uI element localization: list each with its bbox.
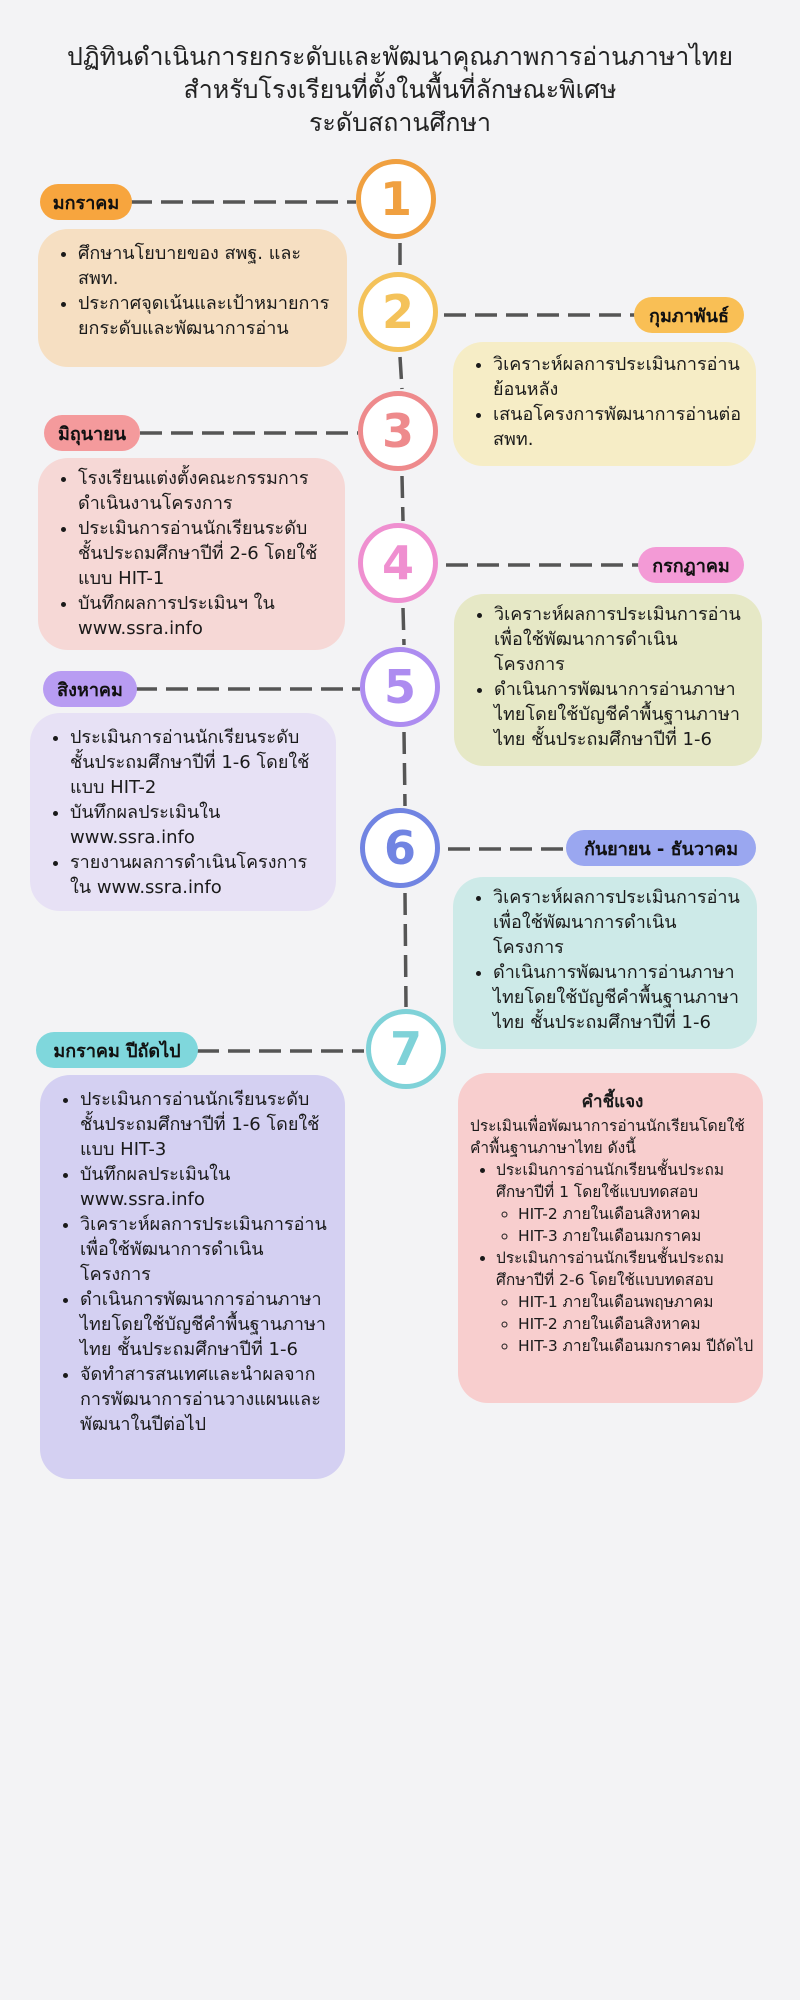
step-3-item-1: • โรงเรียนแต่งตั้งคณะกรรมการดำเนินงานโครงการ (78, 466, 331, 516)
title-line-3: ระดับสถานศึกษา (308, 108, 491, 137)
step-7-item-4: • ดำเนินการพัฒนาการอ่านภาษาไทยโดยใช้บัญชีคำพื้นฐานภาษาไทย ชั้นประถมศึกษาปีที่ 1-6 (80, 1287, 331, 1362)
step-1-item-2: • ประกาศจุดเน้นและเป้าหมายการยกระดับและพัฒนาการอ่าน (78, 291, 333, 341)
explanation-grade1-text: ประเมินการอ่านนักเรียนชั้นประถมศึกษาปีที่ 1 โดยใช้แบบทดสอบ (496, 1161, 725, 1201)
step-4-box (454, 594, 762, 766)
explanation-box (458, 1073, 763, 1403)
explanation-grade2-6-item-3: ◦ HIT-3 ภายในเดือนมกราคม ปีถัดไป (518, 1335, 755, 1357)
month-pill-6: กันยายน - ธันวาคม (566, 830, 756, 866)
step-6-number: 6 (383, 821, 416, 875)
step-4-item-1: • วิเคราะห์ผลการประเมินการอ่านเพื่อใช้พัฒนาการดำเนินโครงการ (494, 602, 748, 677)
step-3-number: 3 (381, 404, 414, 458)
step-5-item-2: • บันทึกผลประเมินใน www.ssra.info (70, 800, 322, 850)
step-2-circle (358, 272, 438, 352)
step-2-item-2: • เสนอโครงการพัฒนาการอ่านต่อ สพท. (493, 402, 742, 452)
step-5-item-3: • รายงานผลการดำเนินโครงการใน www.ssra.info (70, 850, 322, 900)
spine-2-3 (400, 357, 402, 389)
spine-6-7 (405, 893, 406, 1007)
explanation-grade2-6 (496, 1247, 755, 1357)
month-pill-7: มกราคม ปีถัดไป (36, 1032, 198, 1068)
explanation-grade2-6-item-2: ◦ HIT-2 ภายในเดือนสิงหาคม (518, 1313, 755, 1335)
step-6-item-1: • วิเคราะห์ผลการประเมินการอ่านเพื่อใช้พัฒนาการดำเนินโครงการ (493, 885, 743, 960)
explanation-intro: ประเมินเพื่อพัฒนาการอ่านนักเรียนโดยใช้คำพื้นฐานภาษาไทย ดังนี้ (470, 1117, 745, 1157)
step-5-circle (360, 647, 440, 727)
step-3-item-2: • ประเมินการอ่านนักเรียนระดับชั้นประถมศึกษาปีที่ 2-6 โดยใช้แบบ HIT-1 (78, 516, 331, 591)
step-2-item-1: • วิเคราะห์ผลการประเมินการอ่านย้อนหลัง (493, 352, 742, 402)
step-7-item-2: • บันทึกผลประเมินใน www.ssra.info (80, 1162, 331, 1212)
spine-3-4 (402, 476, 403, 521)
month-pill-4: กรกฎาคม (638, 547, 744, 583)
title-line-1: ปฏิทินดำเนินการยกระดับและพัฒนาคุณภาพการอ่านภาษาไทย (66, 42, 733, 71)
step-4-number: 4 (381, 536, 414, 590)
step-3-box (38, 458, 345, 650)
step-5-box (30, 713, 336, 911)
spine-4-5 (403, 608, 404, 645)
step-5-item-1: • ประเมินการอ่านนักเรียนระดับชั้นประถมศึกษาปีที่ 1-6 โดยใช้แบบ HIT-2 (70, 725, 322, 800)
step-1-item-1: • ศึกษานโยบายของ สพฐ. และ สพท. (78, 241, 333, 291)
step-2-box (453, 342, 756, 466)
step-3-item-3: • บันทึกผลการประเมินฯ ใน www.ssra.info (78, 591, 331, 641)
spine-5-6 (404, 732, 405, 806)
step-7-item-3: • วิเคราะห์ผลการประเมินการอ่านเพื่อใช้พัฒนาการดำเนินโครงการ (80, 1212, 331, 1287)
explanation-grade2-6-text: ประเมินการอ่านนักเรียนชั้นประถมศึกษาปีที่ 2-6 โดยใช้แบบทดสอบ (496, 1249, 725, 1289)
step-2-number: 2 (381, 285, 414, 339)
step-7-item-1: • ประเมินการอ่านนักเรียนระดับชั้นประถมศึกษาปีที่ 1-6 โดยใช้แบบ HIT-3 (80, 1087, 331, 1162)
explanation-grade1-item-1: ◦ HIT-2 ภายในเดือนสิงหาคม (518, 1203, 755, 1225)
month-pill-5: สิงหาคม (43, 671, 137, 707)
month-pill-2: กุมภาพันธ์ (634, 297, 744, 333)
step-7-item-5: • จัดทำสารสนเทศและนำผลจากการพัฒนาการอ่านวางแผนและพัฒนาในปีต่อไป (80, 1362, 331, 1437)
explanation-grade1 (496, 1159, 755, 1247)
explanation-grade1-item-2: ◦ HIT-3 ภายในเดือนมกราคม (518, 1225, 755, 1247)
step-7-box (40, 1075, 345, 1479)
month-pill-3: มิถุนายน (44, 415, 140, 451)
step-6-item-2: • ดำเนินการพัฒนาการอ่านภาษาไทยโดยใช้บัญชีคำพื้นฐานภาษาไทย ชั้นประถมศึกษาปีที่ 1-6 (493, 960, 743, 1035)
month-pill-1: มกราคม (40, 184, 132, 220)
step-5-number: 5 (383, 660, 416, 714)
explanation-heading: คำชี้แจง (581, 1092, 644, 1112)
step-7-number: 7 (389, 1022, 422, 1076)
step-1-number: 1 (379, 172, 412, 226)
step-7-circle (366, 1009, 446, 1089)
step-1-box (38, 229, 347, 367)
step-4-circle (358, 523, 438, 603)
explanation-grade2-6-item-1: ◦ HIT-1 ภายในเดือนพฤษภาคม (518, 1291, 755, 1313)
step-6-circle (360, 808, 440, 888)
step-6-box (453, 877, 757, 1049)
step-3-circle (358, 391, 438, 471)
step-1-circle (356, 159, 436, 239)
step-4-item-2: • ดำเนินการพัฒนาการอ่านภาษาไทยโดยใช้บัญชีคำพื้นฐานภาษาไทย ชั้นประถมศึกษาปีที่ 1-6 (494, 677, 748, 752)
title-line-2: สำหรับโรงเรียนที่ตั้งในพื้นที่ลักษณะพิเศษ (183, 75, 617, 104)
